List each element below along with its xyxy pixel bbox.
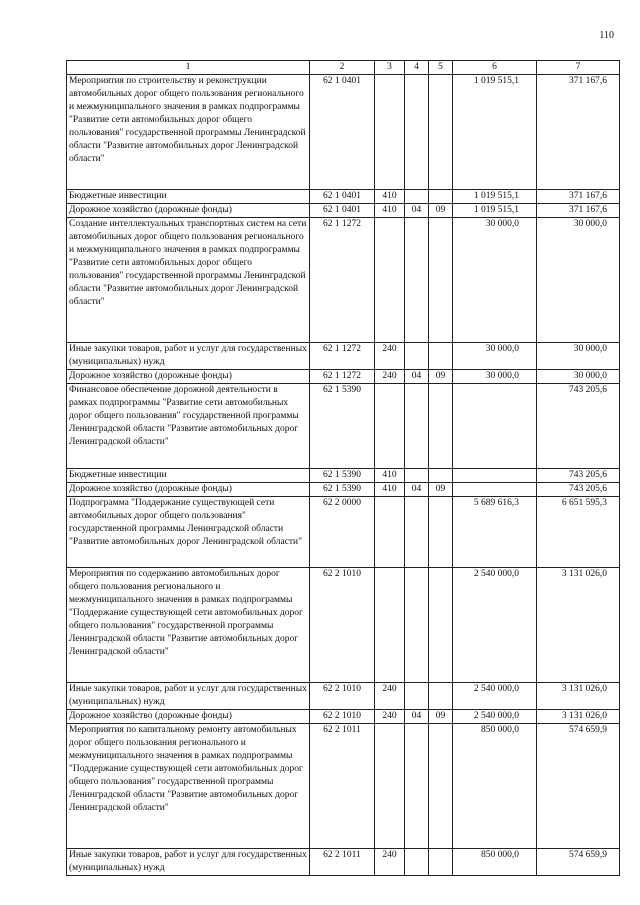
row-col5-cell	[429, 384, 453, 469]
row-code-cell: 62 2 1010	[310, 710, 375, 724]
row-code-cell: 62 1 5390	[310, 384, 375, 469]
budget-table	[66, 60, 620, 876]
row-col6-cell: 1 019 515,1	[453, 190, 537, 204]
row-name-cell: Мероприятия по капитальному ремонту автомобильных дорог общего пользования регионального и межмуниципального значения в рамках подпрограммы "Поддержание существующей сети автомобильных дорог общего пользования" государственной программы Ленинградской области "Развитие автомобильных дорог Ленинградской области"	[67, 724, 310, 849]
row-col6-cell: 850 000,0	[453, 849, 537, 876]
row-col4-cell	[405, 75, 429, 190]
header-cell-3: 3	[375, 61, 405, 75]
row-col3-cell	[375, 497, 405, 568]
row-col5-cell: 09	[429, 204, 453, 218]
table-row	[67, 384, 620, 469]
row-col5-cell	[429, 568, 453, 683]
row-col3-cell: 410	[375, 469, 405, 483]
row-col5-cell	[429, 218, 453, 343]
row-col7-cell: 371 167,6	[537, 204, 620, 218]
row-col5-cell	[429, 469, 453, 483]
row-col4-cell	[405, 683, 429, 710]
row-name-cell: Дорожное хозяйство (дорожные фонды)	[67, 483, 310, 497]
table-row	[67, 343, 620, 370]
row-col4-cell	[405, 384, 429, 469]
row-name-cell: Мероприятия по содержанию автомобильных дорог общего пользования регионального и межмуниципального значения в рамках подпрограммы "Поддержание существующей сети автомобильных дорог общего пользования" государственной программы Ленинградской области "Развитие автомобильных дорог Ленинградской области"	[67, 568, 310, 683]
row-col3-cell: 240	[375, 710, 405, 724]
row-col7-cell: 6 651 595,3	[537, 497, 620, 568]
row-col5-cell: 09	[429, 710, 453, 724]
row-col4-cell: 04	[405, 710, 429, 724]
row-col7-cell: 30 000,0	[537, 370, 620, 384]
row-col3-cell: 410	[375, 204, 405, 218]
row-col3-cell: 240	[375, 370, 405, 384]
table-row	[67, 683, 620, 710]
row-code-cell: 62 1 1272	[310, 370, 375, 384]
row-code-cell: 62 1 0401	[310, 75, 375, 190]
row-col4-cell: 04	[405, 204, 429, 218]
table-row	[67, 370, 620, 384]
table-row	[67, 190, 620, 204]
row-col5-cell	[429, 75, 453, 190]
row-col6-cell: 850 000,0	[453, 724, 537, 849]
row-col7-cell: 30 000,0	[537, 343, 620, 370]
table-row	[67, 849, 620, 876]
row-col7-cell: 743 205,6	[537, 483, 620, 497]
row-col6-cell: 2 540 000,0	[453, 568, 537, 683]
row-col3-cell: 410	[375, 190, 405, 204]
row-col6-cell: 30 000,0	[453, 343, 537, 370]
row-col7-cell: 371 167,6	[537, 75, 620, 190]
row-col3-cell: 410	[375, 483, 405, 497]
row-col4-cell	[405, 568, 429, 683]
row-col4-cell: 04	[405, 370, 429, 384]
table-row	[67, 75, 620, 190]
row-col5-cell	[429, 190, 453, 204]
row-col3-cell: 240	[375, 343, 405, 370]
row-col3-cell	[375, 384, 405, 469]
row-col4-cell	[405, 218, 429, 343]
table-row	[67, 710, 620, 724]
row-col5-cell: 09	[429, 370, 453, 384]
row-name-cell: Иные закупки товаров, работ и услуг для государственных (муниципальных) нужд	[67, 343, 310, 370]
row-col6-cell: 1 019 515,1	[453, 204, 537, 218]
table-row	[67, 204, 620, 218]
row-col5-cell	[429, 849, 453, 876]
row-col6-cell: 30 000,0	[453, 370, 537, 384]
row-code-cell: 62 1 5390	[310, 483, 375, 497]
table-row	[67, 568, 620, 683]
row-col3-cell: 240	[375, 849, 405, 876]
row-code-cell: 62 1 1272	[310, 218, 375, 343]
table-row	[67, 497, 620, 568]
row-col4-cell	[405, 849, 429, 876]
row-col6-cell	[453, 483, 537, 497]
row-code-cell: 62 2 1011	[310, 849, 375, 876]
row-col6-cell: 30 000,0	[453, 218, 537, 343]
page-number: 110	[599, 30, 614, 41]
row-col6-cell: 2 540 000,0	[453, 683, 537, 710]
row-col7-cell: 371 167,6	[537, 190, 620, 204]
header-cell-1: 1	[67, 61, 310, 75]
row-name-cell: Создание интеллектуальных транспортных систем на сети автомобильных дорог общего пользования регионального и межмуниципального значения в рамках подпрограммы "Развитие сети автомобильных дорог общего пользования" государственной программы Ленинградской области "Развитие автомобильных дорог Ленинградской области"	[67, 218, 310, 343]
row-code-cell: 62 2 1011	[310, 724, 375, 849]
table-row	[67, 724, 620, 849]
row-col5-cell	[429, 343, 453, 370]
row-col5-cell	[429, 724, 453, 849]
row-col5-cell	[429, 497, 453, 568]
header-cell-2: 2	[310, 61, 375, 75]
row-name-cell: Мероприятия по строительству и реконструкции автомобильных дорог общего пользования регионального и межмуниципального значения в рамках подпрограммы "Развитие сети автомобильных дорог общего пользования" государственной программы Ленинградской области "Развитие автомобильных дорог Ленинградской области"	[67, 75, 310, 190]
row-col3-cell	[375, 568, 405, 683]
table-row	[67, 483, 620, 497]
row-col3-cell	[375, 75, 405, 190]
row-col7-cell: 574 659,9	[537, 724, 620, 849]
row-col3-cell: 240	[375, 683, 405, 710]
row-col5-cell: 09	[429, 483, 453, 497]
row-col4-cell	[405, 724, 429, 849]
row-col5-cell	[429, 683, 453, 710]
row-code-cell: 62 1 0401	[310, 190, 375, 204]
row-col6-cell: 5 689 616,3	[453, 497, 537, 568]
row-col7-cell: 574 659,9	[537, 849, 620, 876]
row-name-cell: Подпрограмма "Поддержание существующей сети автомобильных дорог общего пользования" государственной программы Ленинградской области "Развитие автомобильных дорог Ленинградской области"	[67, 497, 310, 568]
row-code-cell: 62 1 0401	[310, 204, 375, 218]
header-cell-6: 6	[453, 61, 537, 75]
row-col6-cell: 2 540 000,0	[453, 710, 537, 724]
row-code-cell: 62 2 1010	[310, 568, 375, 683]
row-name-cell: Бюджетные инвестиции	[67, 190, 310, 204]
header-cell-7: 7	[537, 61, 620, 75]
row-col6-cell	[453, 469, 537, 483]
row-col4-cell: 04	[405, 483, 429, 497]
row-col6-cell: 1 019 515,1	[453, 75, 537, 190]
row-name-cell: Дорожное хозяйство (дорожные фонды)	[67, 370, 310, 384]
row-name-cell: Дорожное хозяйство (дорожные фонды)	[67, 710, 310, 724]
row-col7-cell: 3 131 026,0	[537, 683, 620, 710]
table-row	[67, 218, 620, 343]
row-name-cell: Иные закупки товаров, работ и услуг для государственных (муниципальных) нужд	[67, 849, 310, 876]
row-col6-cell	[453, 384, 537, 469]
row-name-cell: Иные закупки товаров, работ и услуг для государственных (муниципальных) нужд	[67, 683, 310, 710]
row-col4-cell	[405, 190, 429, 204]
table-row	[67, 469, 620, 483]
row-name-cell: Финансовое обеспечение дорожной деятельности в рамках подпрограммы "Развитие сети автомобильных дорог общего пользования" государственной программы Ленинградской области "Развитие автомобильных дорог Ленинградской области"	[67, 384, 310, 469]
row-col7-cell: 743 205,6	[537, 384, 620, 469]
row-col7-cell: 3 131 026,0	[537, 568, 620, 683]
row-name-cell: Дорожное хозяйство (дорожные фонды)	[67, 204, 310, 218]
row-col4-cell	[405, 469, 429, 483]
row-name-cell: Бюджетные инвестиции	[67, 469, 310, 483]
row-col3-cell	[375, 724, 405, 849]
table-header-row	[67, 61, 620, 75]
row-col7-cell: 743 205,6	[537, 469, 620, 483]
row-code-cell: 62 2 0000	[310, 497, 375, 568]
row-col7-cell: 30 000,0	[537, 218, 620, 343]
row-col7-cell: 3 131 026,0	[537, 710, 620, 724]
header-cell-5: 5	[429, 61, 453, 75]
row-col4-cell	[405, 497, 429, 568]
row-code-cell: 62 1 5390	[310, 469, 375, 483]
row-col3-cell	[375, 218, 405, 343]
header-cell-4: 4	[405, 61, 429, 75]
row-col4-cell	[405, 343, 429, 370]
row-code-cell: 62 1 1272	[310, 343, 375, 370]
row-code-cell: 62 2 1010	[310, 683, 375, 710]
